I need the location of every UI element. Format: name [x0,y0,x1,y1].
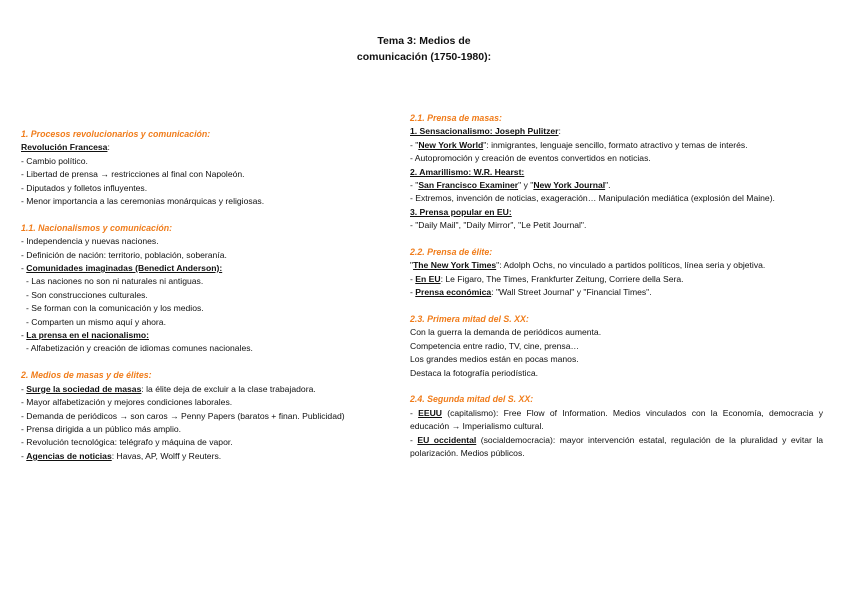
section-1-subhead [21,141,393,154]
section-1-heading: 1. Procesos revolucionarios y comunicación: [21,129,211,139]
item-text: ". [605,180,611,191]
prensa-popular-subhead [410,206,823,219]
list-item: - Demanda de periódicos → son caros → Penny Papers (baratos + finan. Publicidad) [21,410,345,421]
subhead-colon: : [558,126,561,137]
item-text: : Havas, AP, Wolff y Reuters. [111,450,222,461]
section-2-3-heading: 2.3. Primera mitad del S. XX: [410,314,529,325]
bold-term: En EU [415,273,441,284]
list-item [410,286,823,299]
list-item [21,450,393,463]
list-item: - Prensa dirigida a un público más amplio. [21,423,182,434]
list-item: - Diputados y folletos influyentes. [21,182,148,193]
dash: - [21,263,27,274]
list-item: - Son construcciones culturales. [26,289,148,300]
subhead-text: 1. Sensacionalismo: Joseph Pulitzer [410,126,559,137]
list-item: - Mayor alfabetización y mejores condiciones laborales. [21,397,233,408]
item-prefix: " [410,260,414,271]
bold-term: The New York Times [413,260,497,271]
subhead-text: La prensa en el nacionalismo: [26,330,149,341]
list-item: - Cambio político. [21,155,88,166]
list-item: Los grandes medios están en pocas manos. [410,354,579,365]
list-item: - Autopromoción y creación de eventos convertidos en noticias. [410,153,651,164]
title-line-1: Tema 3: Medios de [377,35,471,47]
item-text: " y " [518,180,534,191]
item-text: (socialdemocracia): mayor intervención estatal, regulación de la pluralidad y evitar la polarización. Medios públicos. [410,434,824,459]
list-item [410,273,823,286]
list-item: - Extremos, invención de noticias, exageración… Manipulación mediática (explosión del Maine). [410,193,775,204]
list-item: - Comparten un mismo aquí y ahora. [26,316,166,327]
section-2-1-heading: 2.1. Prensa de masas: [410,113,502,123]
item-prefix: - " [410,139,419,150]
list-item: - Definición de nación: territorio, población, soberanía. [21,249,227,260]
bold-term: Agencias de noticias [26,450,112,461]
bold-term: Prensa económica [415,287,492,298]
prensa-nacionalismo-subhead [21,329,393,342]
dash: - [21,330,27,341]
item-text: : "Wall Street Journal" y "Financial Times". [491,287,652,298]
subhead-colon: : [107,142,110,153]
bold-term: EU occidental [417,434,477,445]
list-item [410,179,823,192]
section-2-2-heading: 2.2. Prensa de élite: [410,247,493,258]
list-item: - Las naciones no son ni naturales ni antiguas. [26,276,204,287]
item-text: ": Adolph Ochs, no vinculado a partidos políticos, línea seria y objetiva. [496,260,766,271]
list-item: - Independencia y nuevas naciones. [21,236,159,247]
item-prefix: - [410,434,418,445]
dash: - [21,450,27,461]
list-item [410,434,823,461]
item-prefix: - " [410,180,419,191]
item-text: ": inmigrantes, lenguaje sencillo, formato atractivo y temas de interés. [483,139,748,150]
section-2-4-heading: 2.4. Segunda mitad del S. XX: [410,394,534,405]
item-prefix: - [410,407,419,418]
dash: - [21,383,27,394]
bold-term: Surge la sociedad de masas [26,383,142,394]
subhead-text: 3. Prensa popular en EU: [410,206,512,217]
list-item: - "Daily Mail", "Daily Mirror", "Le Petit Journal". [410,220,587,231]
subhead-text: Comunidades imaginadas (Benedict Anderson): [26,263,223,274]
item-prefix: - [410,273,416,284]
list-item: Con la guerra la demanda de periódicos aumenta. [410,327,602,338]
bold-term: San Francisco Examiner [418,180,519,191]
list-item: Destaca la fotografía periodística. [410,367,539,378]
list-item [410,139,823,152]
hearst-subhead [410,166,823,179]
list-item: - Revolución tecnológica: telégrafo y máquina de vapor. [21,437,233,448]
item-text: (capitalismo): Free Flow of Information. Medios vinculados con la Economía, democracia y educación → Imperialismo cultural. [410,407,823,432]
bold-term: EEUU [418,407,442,418]
list-item: - Libertad de prensa → restricciones al final con Napoleón. [21,169,245,180]
item-text: : Le Figaro, The Times, Frankfurter Zeitung, Corriere della Sera. [440,273,684,284]
document-title [0,33,848,65]
title-line-2: comunicación (1750-1980): [356,51,492,63]
item-text: : la élite deja de excluir a la clase trabajadora. [141,383,316,394]
list-item: Competencia entre radio, TV, cine, prensa… [410,340,580,351]
list-item [21,383,393,396]
list-item: - Se forman con la comunicación y los medios. [26,303,204,314]
section-1-1-heading: 1.1. Nacionalismos y comunicación: [21,222,173,233]
section-2-heading: 2. Medios de masas y de élites: [21,370,152,381]
revolucion-francesa-label: Revolución Francesa [21,142,108,153]
list-item: - Alfabetización y creación de idiomas comunes nacionales. [26,343,253,354]
comunidades-imaginadas-subhead [21,262,393,275]
list-item: - Menor importancia a las ceremonias monárquicas y religiosas. [21,196,265,207]
pulitzer-subhead [410,125,823,138]
bold-term: New York World [418,139,484,150]
list-item [410,259,823,272]
list-item [410,407,823,434]
left-column [21,128,393,463]
item-prefix: - [410,287,416,298]
right-column [410,112,823,461]
subhead-text: 2. Amarillismo: W.R. Hearst: [410,166,525,177]
bold-term: New York Journal [533,180,606,191]
